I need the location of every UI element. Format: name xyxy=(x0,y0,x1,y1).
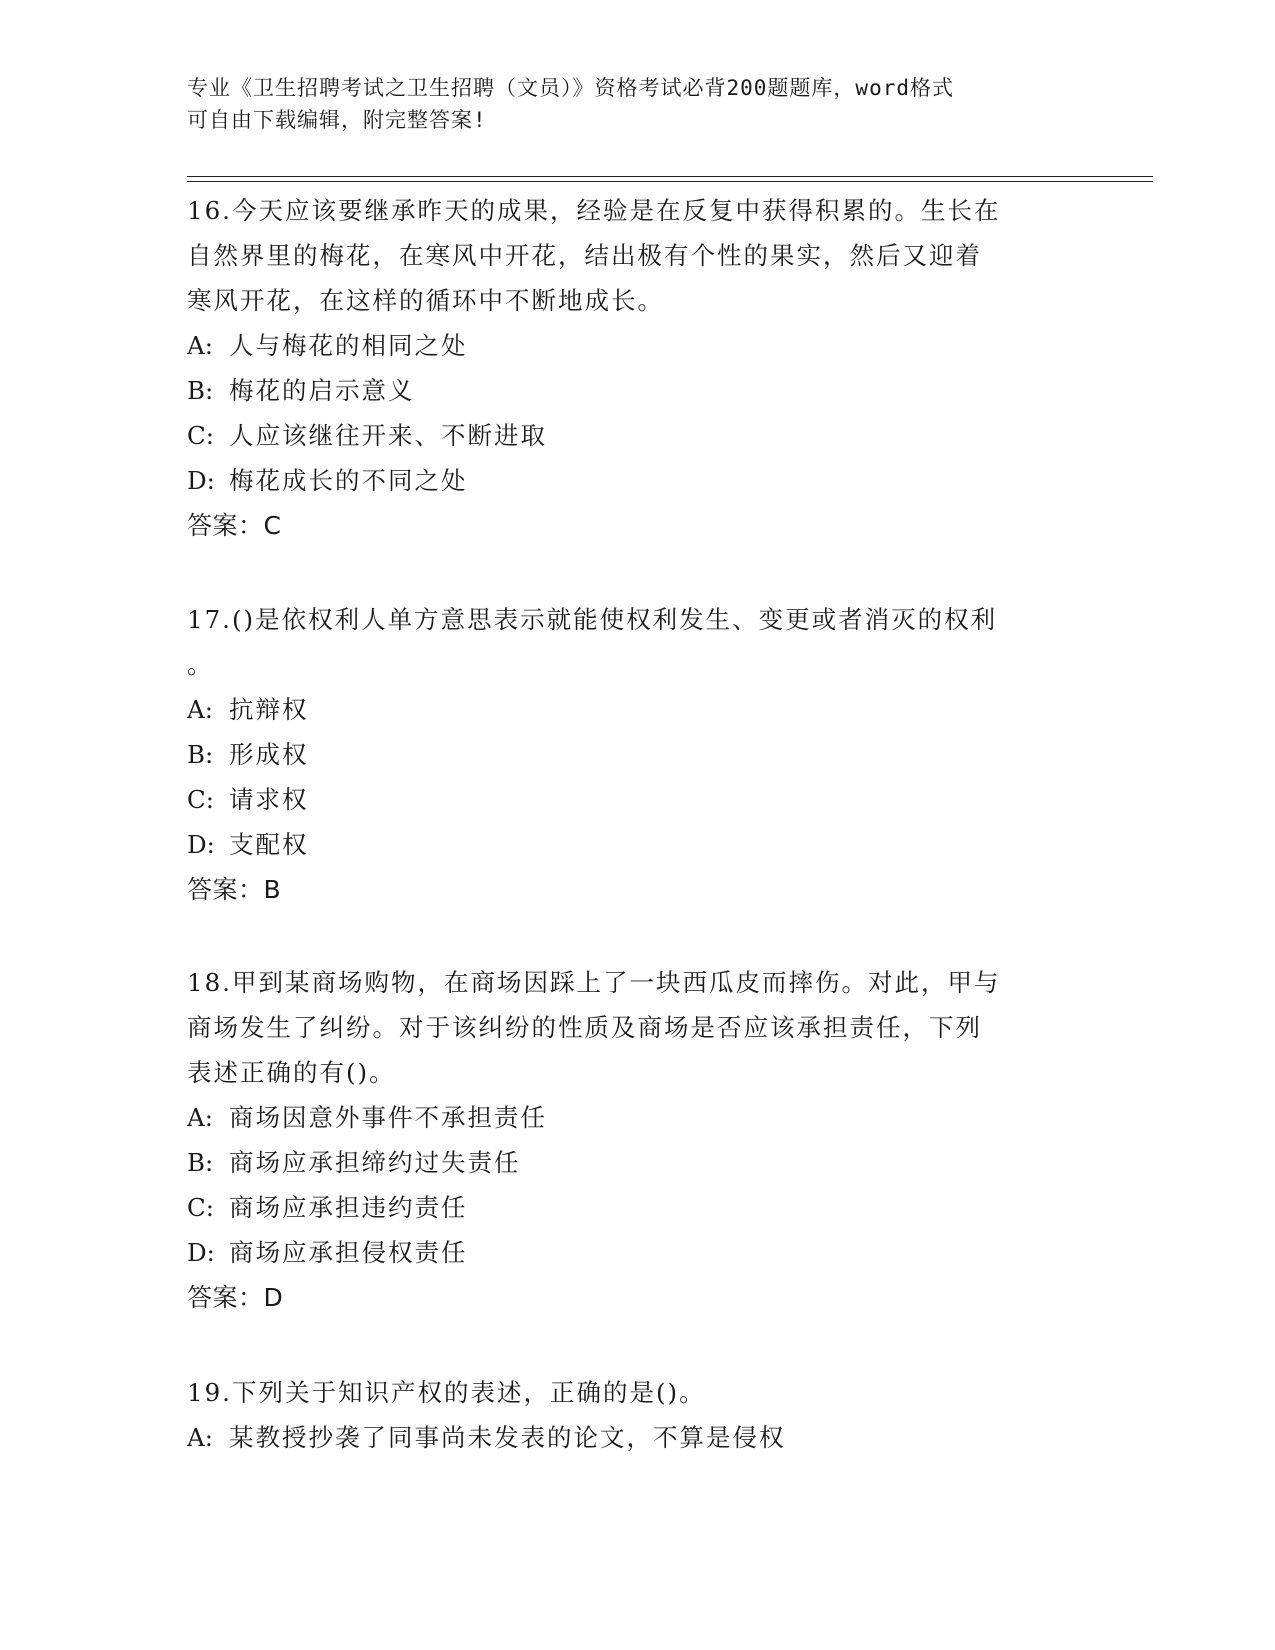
question-stem-line: 16.今天应该要继承昨天的成果，经验是在反复中获得积累的。生长在 xyxy=(187,196,1001,225)
option-label: A: xyxy=(187,331,213,360)
option-a xyxy=(187,687,1077,732)
option-text: 人应该继往开来、不断进取 xyxy=(229,421,547,450)
option-label: C: xyxy=(187,1193,215,1222)
document-header xyxy=(187,72,1067,136)
question-19 xyxy=(187,1370,1077,1460)
option-text: 商场应承担侵权责任 xyxy=(229,1238,468,1267)
option-label: D: xyxy=(187,830,215,859)
option-c xyxy=(187,777,1077,822)
option-text: 商场因意外事件不承担责任 xyxy=(229,1103,547,1132)
option-text: 请求权 xyxy=(229,785,309,814)
option-label: C: xyxy=(187,785,215,814)
option-text: 形成权 xyxy=(229,740,309,769)
option-label: B: xyxy=(187,1148,214,1177)
question-17 xyxy=(187,597,1077,913)
option-label: A: xyxy=(187,1103,213,1132)
option-text: 商场应承担违约责任 xyxy=(229,1193,468,1222)
option-label: C: xyxy=(187,421,215,450)
header-line-2: 可自由下载编辑，附完整答案! xyxy=(187,108,487,132)
option-d xyxy=(187,822,1077,867)
option-label: A: xyxy=(187,1423,213,1452)
header-divider xyxy=(187,176,1153,182)
option-label: D: xyxy=(187,466,215,495)
option-label: B: xyxy=(187,740,214,769)
question-16 xyxy=(187,188,1077,549)
answer-line: 答案：C xyxy=(187,511,282,540)
option-c xyxy=(187,413,1077,458)
option-a xyxy=(187,1415,1077,1460)
question-stem-line: 表述正确的有()。 xyxy=(187,1058,396,1087)
question-18 xyxy=(187,960,1077,1321)
answer-line: 答案：B xyxy=(187,875,282,904)
option-text: 梅花成长的不同之处 xyxy=(229,466,468,495)
question-stem-line: 。 xyxy=(187,650,214,679)
option-d xyxy=(187,1230,1077,1275)
option-text: 某教授抄袭了同事尚未发表的论文，不算是侵权 xyxy=(229,1423,786,1452)
header-line-1: 专业《卫生招聘考试之卫生招聘（文员）》资格考试必背200题题库，word格式 xyxy=(187,76,954,100)
option-b xyxy=(187,368,1077,413)
option-label: D: xyxy=(187,1238,215,1267)
option-b xyxy=(187,732,1077,777)
question-stem-line: 17.()是依权利人单方意思表示就能使权利发生、变更或者消灭的权利 xyxy=(187,605,998,634)
option-b xyxy=(187,1140,1077,1185)
option-text: 人与梅花的相同之处 xyxy=(229,331,468,360)
option-label: B: xyxy=(187,376,214,405)
question-stem-line: 寒风开花，在这样的循环中不断地成长。 xyxy=(187,286,664,315)
question-stem-line: 19.下列关于知识产权的表述，正确的是()。 xyxy=(187,1378,706,1407)
option-text: 商场应承担缔约过失责任 xyxy=(229,1148,521,1177)
option-text: 抗辩权 xyxy=(229,695,309,724)
question-stem-line: 18.甲到某商场购物，在商场因踩上了一块西瓜皮而摔伤。对此，甲与 xyxy=(187,968,1001,997)
option-text: 梅花的启示意义 xyxy=(229,376,415,405)
question-stem-line: 商场发生了纠纷。对于该纠纷的性质及商场是否应该承担责任，下列 xyxy=(187,1013,982,1042)
option-label: A: xyxy=(187,695,213,724)
option-a xyxy=(187,1095,1077,1140)
option-d xyxy=(187,458,1077,503)
option-a xyxy=(187,323,1077,368)
option-c xyxy=(187,1185,1077,1230)
option-text: 支配权 xyxy=(229,830,309,859)
answer-line: 答案：D xyxy=(187,1283,284,1312)
question-stem-line: 自然界里的梅花，在寒风中开花，结出极有个性的果实，然后又迎着 xyxy=(187,241,982,270)
